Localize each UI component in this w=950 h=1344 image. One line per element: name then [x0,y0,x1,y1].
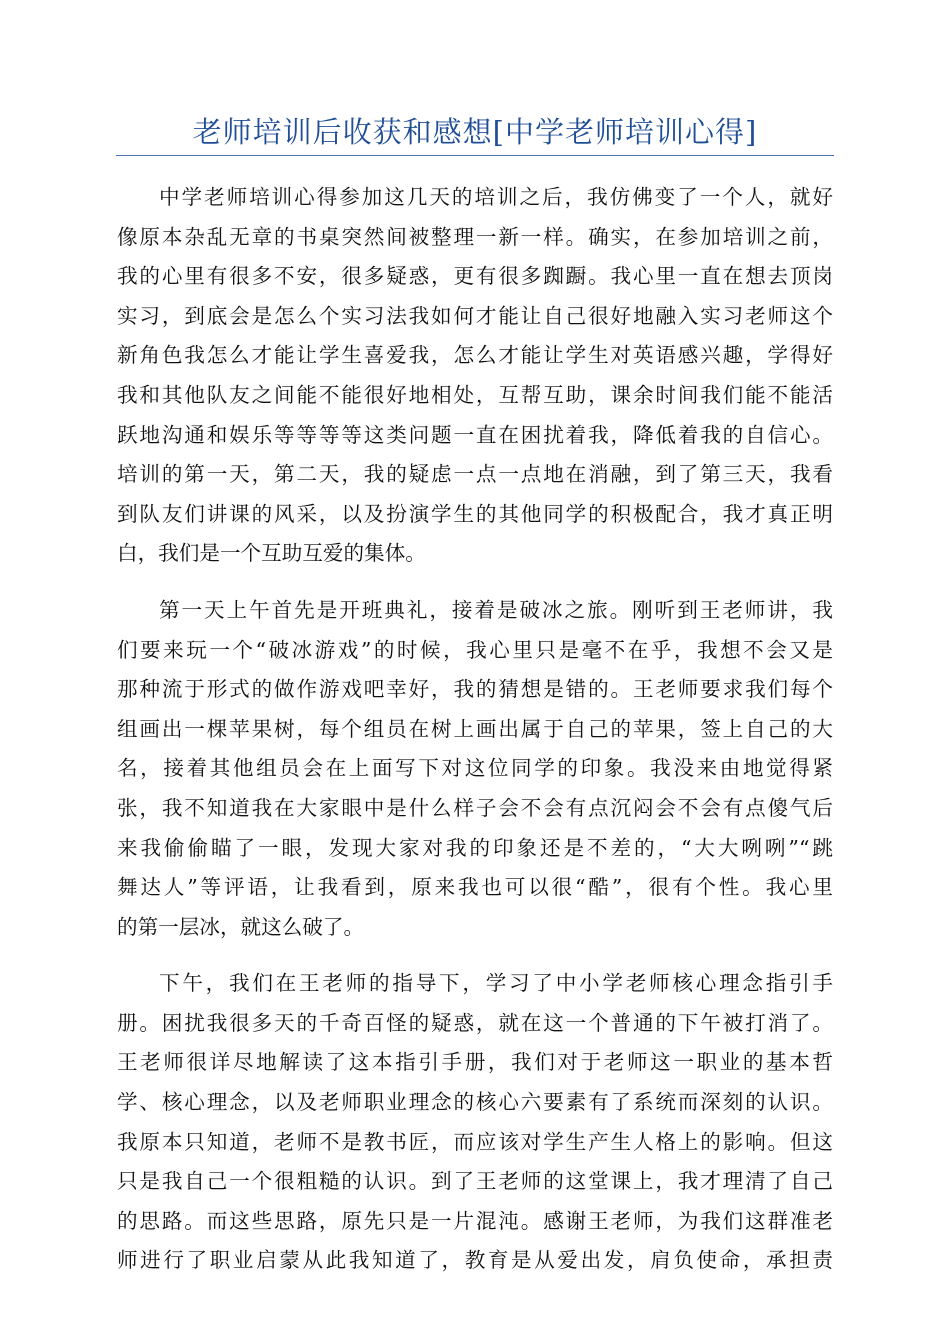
paragraph-line: 像原本杂乱无章的书桌突然间被整理一新一样。确实，在参加培训之前， [117,224,833,249]
paragraph-line: 的第一层冰，就这么破了。 [117,914,365,939]
paragraph-line: 中学老师培训心得参加这几天的培训之后，我仿佛变了一个人，就好 [159,185,833,209]
paragraph [117,964,833,1281]
paragraph-line: 白，我们是一个互助互爱的集体。 [117,541,426,566]
paragraph-line: 来我偷偷瞄了一眼，发现大家对我的印象还是不差的，“大大咧咧”“跳 [117,835,833,860]
paragraph-line: 培训的第一天，第二天，我的疑虑一点一点地在消融，到了第三天，我看 [117,462,833,487]
paragraph-line: 实习，到底会是怎么个实习法我如何才能让自己很好地融入实习老师这个 [117,303,833,328]
paragraph-line: 那种流于形式的做作游戏吧幸好，我的猜想是错的。王老师要求我们每个 [117,677,833,702]
paragraph-line: 的思路。而这些思路，原先只是一片混沌。感谢王老师，为我们这群准老 [117,1208,833,1233]
document-title: 老师培训后收获和感想[中学老师培训心得] [192,115,758,149]
paragraph-line: 我和其他队友之间能不能很好地相处，互帮互助，课余时间我们能不能活 [117,382,833,407]
paragraph-line: 到队友们讲课的风采，以及扮演学生的其他同学的积极配合，我才真正明 [117,501,833,526]
paragraph-line: 册。困扰我很多天的千奇百怪的疑惑，就在这一个普通的下午被打消了。 [117,1010,833,1035]
paragraph-line: 们要来玩一个“破冰游戏”的时候，我心里只是毫不在乎，我想不会又是 [117,637,833,662]
paragraph-line: 师进行了职业启蒙从此我知道了，教育是从爱出发，肩负使命，承担责 [117,1248,833,1273]
paragraph-line: 跃地沟通和娱乐等等等等这类问题一直在困扰着我，降低着我的自信心。 [117,422,833,447]
paragraph-line: 我的心里有很多不安，很多疑惑，更有很多踟蹰。我心里一直在想去顶岗 [117,264,833,289]
paragraph-line: 第一天上午首先是开班典礼，接着是破冰之旅。刚听到王老师讲，我 [159,597,833,622]
title-underline [116,155,834,156]
paragraph-line: 新角色我怎么才能让学生喜爱我，怎么才能让学生对英语感兴趣，学得好 [117,343,833,368]
paragraph-line: 我原本只知道，老师不是教书匠，而应该对学生产生人格上的影响。但这 [117,1129,833,1154]
paragraph [117,178,833,574]
paragraph-line: 张，我不知道我在大家眼中是什么样子会不会有点沉闷会不会有点傻气后 [117,795,833,820]
paragraph-line: 下午，我们在王老师的指导下，学习了中小学老师核心理念指引手 [159,971,833,996]
paragraph-line: 组画出一棵苹果树，每个组员在树上画出属于自己的苹果，签上自己的大 [117,716,833,741]
paragraph-line: 只是我自己一个很粗糙的认识。到了王老师的这堂课上，我才理清了自己 [117,1169,833,1194]
paragraph-line: 学、核心理念，以及老师职业理念的核心六要素有了系统而深刻的认识。 [117,1090,833,1115]
paragraph-line: 舞达人”等评语，让我看到，原来我也可以很“酷”，很有个性。我心里 [117,875,833,900]
paragraph [117,591,833,947]
paragraph-line: 王老师很详尽地解读了这本指引手册，我们对于老师这一职业的基本哲 [117,1050,833,1075]
paragraph-line: 名，接着其他组员会在上面写下对这位同学的印象。我没来由地觉得紧 [117,756,833,781]
document-body [117,178,833,1298]
